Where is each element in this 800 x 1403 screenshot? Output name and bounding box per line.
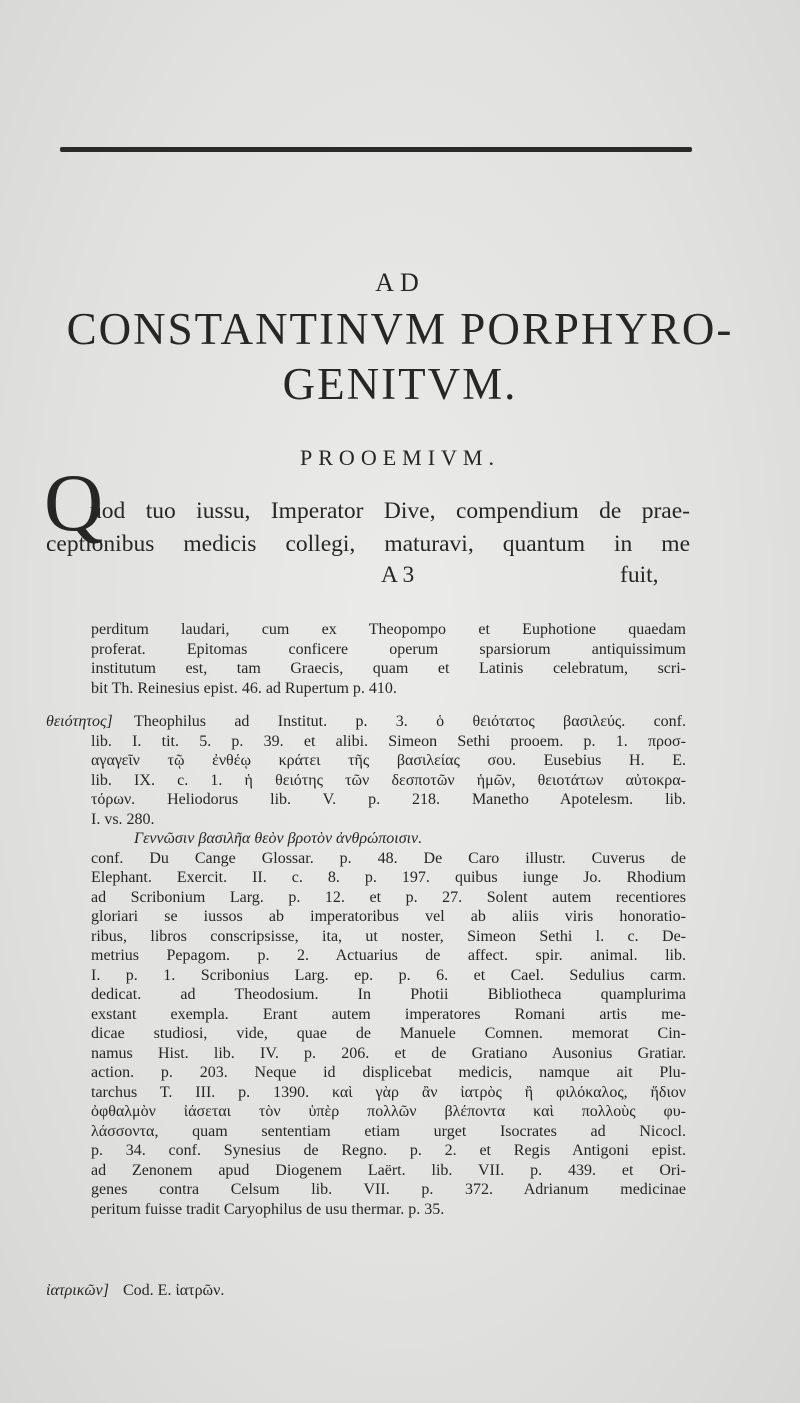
note-line: αγαγεῖν τῷ ἐνθέῳ κράτει τῆς βασιλείας σου. Eusebius H. E. (91, 752, 686, 769)
note-quote: Γεννῶσιν βασιλῆα θεὸν βροτὸν ἀνθρώποισιν. (134, 830, 423, 847)
footnote-theiotetos (46, 712, 686, 1219)
signature-mark: A 3 (381, 562, 415, 588)
note-line: p. 34. conf. Synesius de Regno. p. 2. et Regis Antigoni epist. (91, 1142, 686, 1159)
note-line: tarchus T. III. p. 1390. καὶ γὰρ ἂν ἰατρὸς ἢ φιλόκαλος, ἥδιον (91, 1083, 686, 1101)
note-lemma: θειότητος] (46, 713, 113, 730)
note-line: namus Hist. lib. IV. p. 206. et de Gratiano Ausonius Gratiar. (91, 1044, 686, 1062)
note-line: gloriari se iussos ab imperatoribus vel ab aliis viris honoratio- (91, 908, 686, 925)
footnote-iatrikon (46, 1281, 686, 1301)
note-line: I. vs. 280. (91, 810, 155, 828)
note-line: perditum laudari, cum ex Theopompo et Euphotione quaedam (91, 621, 686, 638)
note-line: λάσσοντα, quam sententiam etiam urget Isocrates ad Nicocl. (91, 1122, 686, 1140)
note-line: ad Zenonem apud Diogenem Laërt. lib. VII. p. 439. et Ori- (91, 1161, 686, 1179)
note-lemma: ἰατρικῶν] (46, 1282, 109, 1299)
main-text-line-1: uod tuo iussu, Imperator Dive, compendium de prae- (90, 498, 690, 524)
note-line: lib. I. tit. 5. p. 39. et alibi. Simeon Sethi prooem. p. 1. προσ- (91, 732, 686, 750)
note-line: peritum fuisse tradit Caryophilus de usu thermar. p. 35. (91, 1200, 445, 1218)
note-line: ribus, libros conscripsisse, ita, ut noster, Simeon Sethi l. c. De- (91, 927, 686, 945)
note-text: Theophilus ad Institut. p. 3. ὁ θειότατος βασιλεύς. conf. (134, 713, 686, 730)
note-line: exstant exempla. Erant autem imperatores Romani artis me- (91, 1005, 686, 1023)
title-line-2: GENITVM. (282, 359, 518, 409)
title-line-1: CONSTANTINVM PORPHYRO- (66, 304, 734, 354)
note-line: Elephant. Exercit. II. c. 8. p. 197. quibus iunge Jo. Rhodium (91, 869, 686, 886)
footnote-continuation (46, 620, 686, 698)
note-line: ad Scribonium Larg. p. 12. et p. 27. Solent autem recentiores (91, 888, 686, 906)
catchword: fuit, (620, 562, 659, 588)
section-heading: PROOEMIVM. (300, 445, 500, 470)
note-line: bit Th. Reinesius epist. 46. ad Rupertum p. 410. (91, 679, 397, 697)
note-line: I. p. 1. Scribonius Larg. ep. p. 6. et Cael. Sedulius carm. (91, 966, 686, 984)
note-line: institutum est, tam Graecis, quam et Latinis celebratum, scri- (91, 660, 686, 677)
note-line: proferat. Epitomas conficere operum sparsiorum antiquissimum (91, 640, 686, 658)
note-line (46, 712, 686, 732)
note-line: ὀφθαλμὸν ἰάσεται τὸν ὑπὲρ πολλῶν βλέποντα καὶ πολλοὺς φυ- (91, 1103, 686, 1120)
title-ad: AD (375, 268, 425, 297)
note-line: metrius Pepagom. p. 2. Actuarius de affect. spir. animal. lib. (91, 947, 686, 964)
note-text: Cod. E. ἰατρῶν. (123, 1282, 225, 1299)
note-line (46, 1281, 686, 1301)
note-line: action. p. 203. Neque id displicebat medicis, namque ait Plu- (91, 1064, 686, 1081)
header-rule (60, 147, 692, 152)
note-line: τόρων. Heliodorus lib. V. p. 218. Manetho Apotelesm. lib. (91, 791, 686, 808)
note-line: lib. IX. c. 1. ἡ θειότης τῶν δεσποτῶν ἡμῶν, θειοτάτων αὐτοκρα- (91, 771, 686, 789)
note-line: genes contra Celsum lib. VII. p. 372. Adrianum medicinae (91, 1181, 686, 1198)
main-text-line-2: ceptionibus medicis collegi, maturavi, quantum in me (46, 531, 690, 557)
note-line: dicae studiosi, vide, quae de Manuele Comnen. memorat Cin- (91, 1025, 686, 1042)
note-line: dedicat. ad Theodosium. In Photii Bibliotheca quamplurima (91, 986, 686, 1003)
note-line: conf. Du Cange Glossar. p. 48. De Caro illustr. Cuverus de (91, 849, 686, 867)
drop-cap: Q (44, 457, 104, 548)
